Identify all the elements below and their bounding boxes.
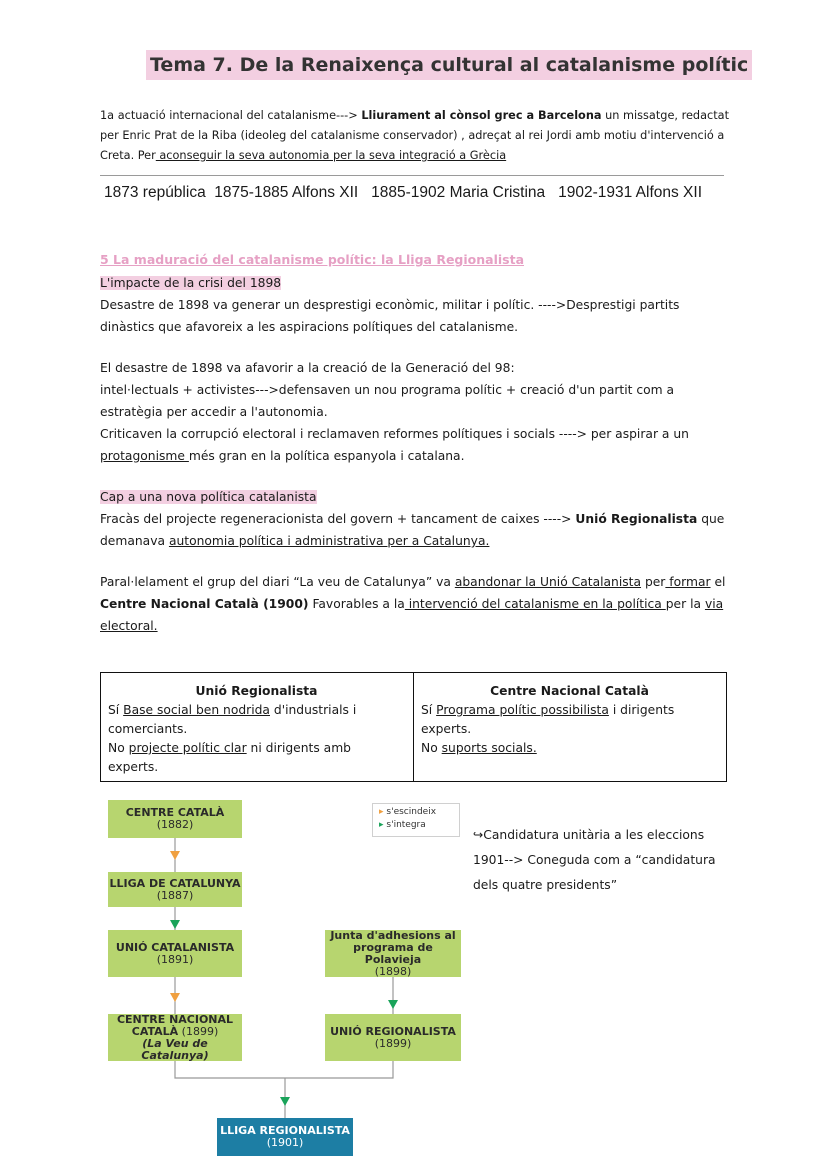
subheading-crisis: L'impacte de la crisi del 1898 — [100, 276, 282, 290]
text: més gran en la política espanyola i catalana. — [188, 449, 465, 463]
diagram-box — [108, 800, 242, 838]
bold: Centre Nacional Català (1900) — [100, 597, 309, 611]
diagram-box-final — [217, 1118, 353, 1156]
box-year: (1899) — [181, 1024, 219, 1038]
underline: intervenció del catalanisme en la política — [404, 597, 666, 611]
text: i dirigents experts. — [421, 703, 675, 736]
intro-bold: Lliurament al cònsol grec a Barcelona — [361, 109, 602, 122]
box-name: programa de Polavieja — [353, 940, 433, 966]
box-name: LLIGA REGIONALISTA — [220, 1124, 350, 1137]
join-arrow-icon: ▸ — [379, 820, 384, 830]
underline: suports socials. — [441, 741, 537, 755]
underline: abandonar la Unió Catalanista — [454, 575, 642, 589]
box-year: (1887) — [156, 888, 194, 902]
underline: Base social ben nodrida — [123, 703, 270, 717]
box-name: LLIGA DE CATALUNYA — [109, 876, 241, 890]
text: Sí — [421, 703, 437, 717]
diagram-box — [325, 1014, 461, 1061]
connector-line — [175, 1061, 393, 1078]
page-title: Tema 7. De la Renaixença cultural al catalanisme polític — [146, 50, 752, 80]
diagram-legend — [372, 803, 460, 837]
text: d'industrials i comerciants. — [108, 703, 357, 736]
intro-text: un missatge, redactat per Enric Prat de la Riba (ideoleg del catalanisme conservador) , adreçat al rei Jordi amb motiu d'intervenció a Creta. Per — [100, 109, 730, 162]
text: Criticaven la corrupció electoral i reclamaven reformes polítiques i socials ----> per aspirar a un — [100, 427, 689, 441]
join-arrow — [388, 1000, 398, 1009]
diagram-box — [108, 1014, 242, 1061]
bold: Unió Regionalista — [575, 512, 698, 526]
legend-label: s'integra — [386, 820, 426, 830]
text: el — [710, 575, 726, 589]
text: per la — [665, 597, 705, 611]
paragraph: Desastre de 1898 va generar un desprestigi econòmic, militar i polític. ---->Desprestigi partits dinàstics que afavoreix a les aspiracions polítiques del catalanisme. — [100, 298, 680, 334]
text: Sí — [108, 703, 124, 717]
box-year: (1898) — [374, 964, 412, 978]
box-year: (1882) — [156, 818, 194, 831]
box-name: UNIÓ REGIONALISTA — [330, 1024, 456, 1038]
box-year: (1901) — [266, 1136, 304, 1149]
section-title: 5 La maduració del catalanisme polític: la Lliga Regionalista — [100, 252, 524, 267]
intro-underline: aconseguir la seva autonomia per la seva integració a Grècia — [155, 149, 507, 162]
box-year: (1891) — [156, 952, 194, 966]
table-header: Unió Regionalista — [195, 684, 318, 698]
text: Favorables a la — [308, 597, 405, 611]
table-header: Centre Nacional Català — [490, 684, 649, 698]
diagram-box — [108, 930, 242, 977]
diagram-box — [325, 930, 461, 977]
box-year: (1899) — [374, 1036, 412, 1050]
legend-label: s'escindeix — [386, 807, 437, 817]
box-name: CATALÀ — [131, 1024, 179, 1038]
paragraph: intel·lectuals + activistes--->defensaven un nou programa polític + creació d'un partit com a estratègia per accedir a l'autonomia. — [100, 383, 675, 419]
text: per — [641, 575, 666, 589]
subheading-new-policy: Cap a una nova política catalanista — [100, 490, 317, 504]
underline: via electoral. — [100, 597, 724, 633]
box-name: UNIÓ CATALANISTA — [115, 940, 235, 954]
box-name: CENTRE CATALÀ — [125, 806, 225, 819]
intro-text: 1a actuació internacional del catalanisme---> — [100, 109, 362, 122]
text: Fracàs del projecte regeneracionista del govern + tancament de caixes ----> — [100, 512, 576, 526]
underline: Programa polític possibilista — [436, 703, 609, 717]
text: No — [108, 741, 129, 755]
join-arrow — [170, 920, 180, 929]
underline: protagonisme — [100, 449, 189, 463]
underline: autonomia política i administrativa per a Catalunya. — [168, 534, 490, 548]
text: que demanava — [100, 512, 725, 548]
paragraph: El desastre de 1898 va afavorir a la creació de la Generació del 98: — [100, 361, 515, 375]
diagram-box — [108, 872, 242, 907]
text: Paral·lelament el grup del diari “La veu de Catalunya” va — [100, 575, 455, 589]
box-name: CENTRE NACIONAL — [116, 1012, 234, 1026]
underline: formar — [665, 575, 711, 589]
text: No — [421, 741, 442, 755]
join-arrow — [280, 1097, 290, 1106]
split-arrow — [170, 993, 180, 1002]
text: ni dirigents amb experts. — [108, 741, 351, 774]
box-name: Junta d'adhesions al — [330, 928, 456, 942]
underline: projecte polític clar — [128, 741, 247, 755]
box-extra: (La Veu de Catalunya) — [141, 1036, 209, 1062]
split-arrow-icon: ▸ — [379, 807, 384, 817]
dates-line: 1873 república 1875-1885 Alfons XII 1885-1902 Maria Cristina 1902-1931 Alfons XII — [104, 184, 702, 201]
side-note: ↪Candidatura unitària a les eleccions 1901--> Coneguda com a “candidatura dels quatre presidents” — [473, 828, 716, 892]
split-arrow — [170, 851, 180, 860]
